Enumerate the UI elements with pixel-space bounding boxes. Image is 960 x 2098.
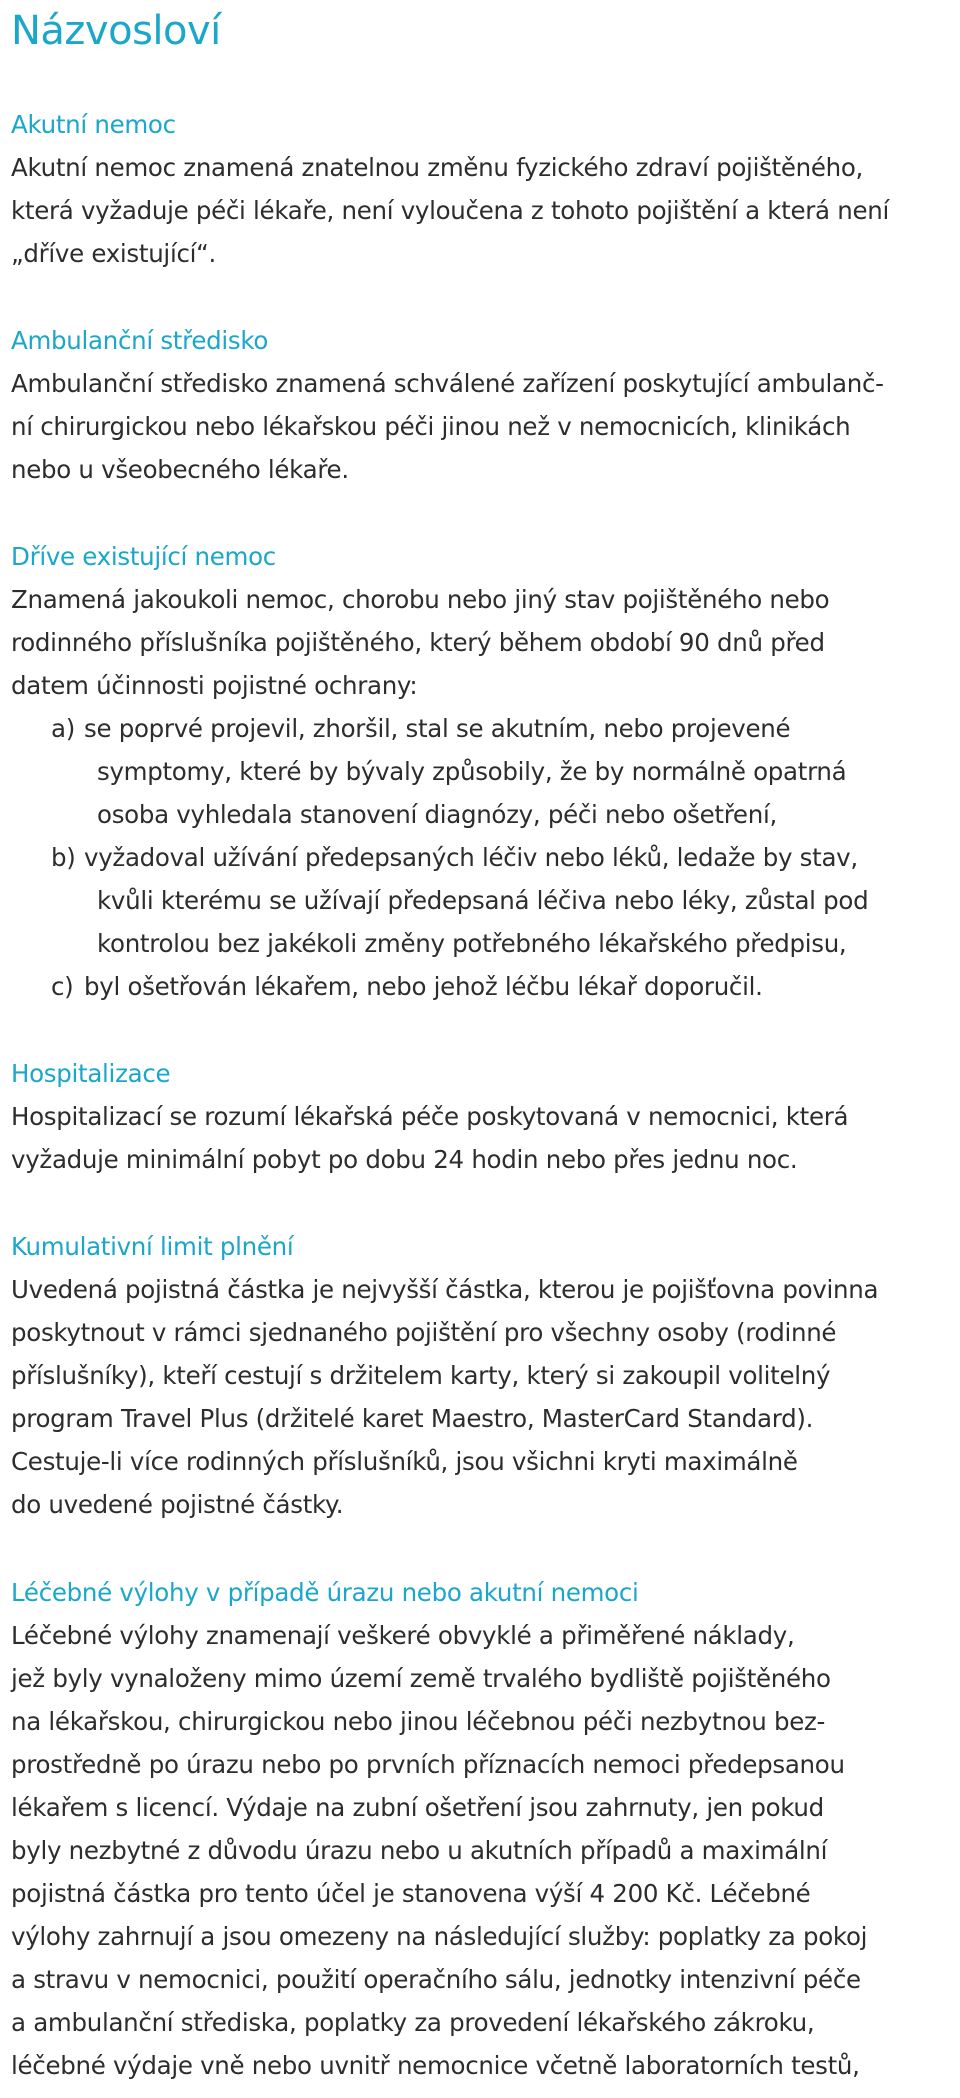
list-item-line: kvůli kterému se užívají předepsaná léčiva nebo léky, zůstal pod <box>97 886 869 915</box>
body-line: lékařem s licencí. Výdaje na zubní ošetření jsou zahrnuty, jen pokud <box>11 1793 824 1822</box>
section-ambulancni-stredisko <box>11 319 956 491</box>
body-line: jež byly vynaloženy mimo území země trvalého bydliště pojištěného <box>11 1664 831 1693</box>
body-line: výlohy zahrnují a jsou omezeny na následující služby: poplatky za pokoj <box>11 1922 868 1951</box>
body-line: „dříve existující“. <box>11 239 217 268</box>
body-line: Cestuje-li více rodinných příslušníků, jsou všichni kryti maximálně <box>11 1447 798 1476</box>
page-title: Názvosloví <box>11 8 221 54</box>
list-item <box>11 965 956 1008</box>
body-line: byly nezbytné z důvodu úrazu nebo u akutních případů a maximální <box>11 1836 828 1865</box>
body-line: a stravu v nemocnici, použití operačního sálu, jednotky intenzivní péče <box>11 1965 861 1994</box>
list-item-line: se poprvé projevil, zhoršil, stal se akutním, nebo projevené <box>84 714 791 743</box>
section-body <box>11 1095 956 1181</box>
body-line: datem účinnosti pojistné ochrany: <box>11 671 418 700</box>
section-heading: Dříve existující nemoc <box>11 542 276 571</box>
body-line: program Travel Plus (držitelé karet Maestro, MasterCard Standard). <box>11 1404 814 1433</box>
body-line: Uvedená pojistná částka je nejvyšší částka, kterou je pojišťovna povinna <box>11 1275 879 1304</box>
body-line: nebo u všeobecného lékaře. <box>11 455 349 484</box>
body-line: a ambulanční střediska, poplatky za provedení lékařského zákroku, <box>11 2008 815 2037</box>
body-line: prostředně po úrazu nebo po prvních příznacích nemoci předepsanou <box>11 1750 845 1779</box>
body-line: Léčebné výlohy znamenají veškeré obvyklé a přiměřené náklady, <box>11 1621 795 1650</box>
section-heading: Kumulativní limit plnění <box>11 1232 294 1261</box>
list-item-line: vyžadoval užívání předepsaných léčiv nebo léků, ledaže by stav, <box>84 843 858 872</box>
list-item-line: symptomy, které by bývaly způsobily, že by normálně opatrná <box>97 757 847 786</box>
section-drive-existujici-nemoc <box>11 535 956 1008</box>
section-heading: Ambulanční středisko <box>11 326 269 355</box>
body-line: léčebné výdaje vně nebo uvnitř nemocnice včetně laboratorních testů, <box>11 2051 860 2080</box>
list-marker: a) <box>51 714 75 743</box>
body-line: Ambulanční středisko znamená schválené zařízení poskytující ambulanč- <box>11 369 884 398</box>
section-heading: Léčebné výlohy v případě úrazu nebo akutní nemoci <box>11 1578 639 1607</box>
section-body <box>11 146 956 275</box>
list-item-line: osoba vyhledala stanovení diagnózy, péči nebo ošetření, <box>97 800 777 829</box>
body-line: ní chirurgickou nebo lékařskou péči jinou než v nemocnicích, klinikách <box>11 412 851 441</box>
list-item-line: byl ošetřován lékařem, nebo jehož léčbu lékař doporučil. <box>84 972 763 1001</box>
body-line: na lékařskou, chirurgickou nebo jinou léčebnou péči nezbytnou bez- <box>11 1707 826 1736</box>
body-line: Hospitalizací se rozumí lékařská péče poskytovaná v nemocnici, která <box>11 1102 849 1131</box>
list-item <box>11 707 956 836</box>
section-body <box>11 1614 956 2087</box>
body-line: která vyžaduje péči lékaře, není vyloučena z tohoto pojištění a která není <box>11 196 889 225</box>
list-marker: c) <box>51 972 74 1001</box>
section-lecebne-vylohy <box>11 1571 956 2087</box>
list-item-line: kontrolou bez jakékoli změny potřebného lékařského předpisu, <box>97 929 847 958</box>
body-line: Akutní nemoc znamená znatelnou změnu fyzického zdraví pojištěného, <box>11 153 864 182</box>
body-line: vyžaduje minimální pobyt po dobu 24 hodin nebo přes jednu noc. <box>11 1145 798 1174</box>
section-kumulativni-limit <box>11 1225 956 1526</box>
list-item <box>11 836 956 965</box>
body-line: poskytnout v rámci sjednaného pojištění pro všechny osoby (rodinné <box>11 1318 837 1347</box>
body-line: pojistná částka pro tento účel je stanovena výší 4 200 Kč. Léčebné <box>11 1879 811 1908</box>
body-line: příslušníky), kteří cestují s držitelem karty, který si zakoupil volitelný <box>11 1361 831 1390</box>
body-line: rodinného příslušníka pojištěného, který během období 90 dnů před <box>11 628 825 657</box>
section-body <box>11 362 956 491</box>
section-heading: Akutní nemoc <box>11 110 176 139</box>
section-body <box>11 1268 956 1526</box>
body-line: Znamená jakoukoli nemoc, chorobu nebo jiný stav pojištěného nebo <box>11 585 830 614</box>
section-heading: Hospitalizace <box>11 1059 171 1088</box>
condition-list <box>11 707 956 1008</box>
list-marker: b) <box>51 843 76 872</box>
section-body <box>11 578 956 707</box>
section-hospitalizace <box>11 1052 956 1181</box>
section-akutni-nemoc <box>11 103 956 275</box>
body-line: do uvedené pojistné částky. <box>11 1490 344 1519</box>
